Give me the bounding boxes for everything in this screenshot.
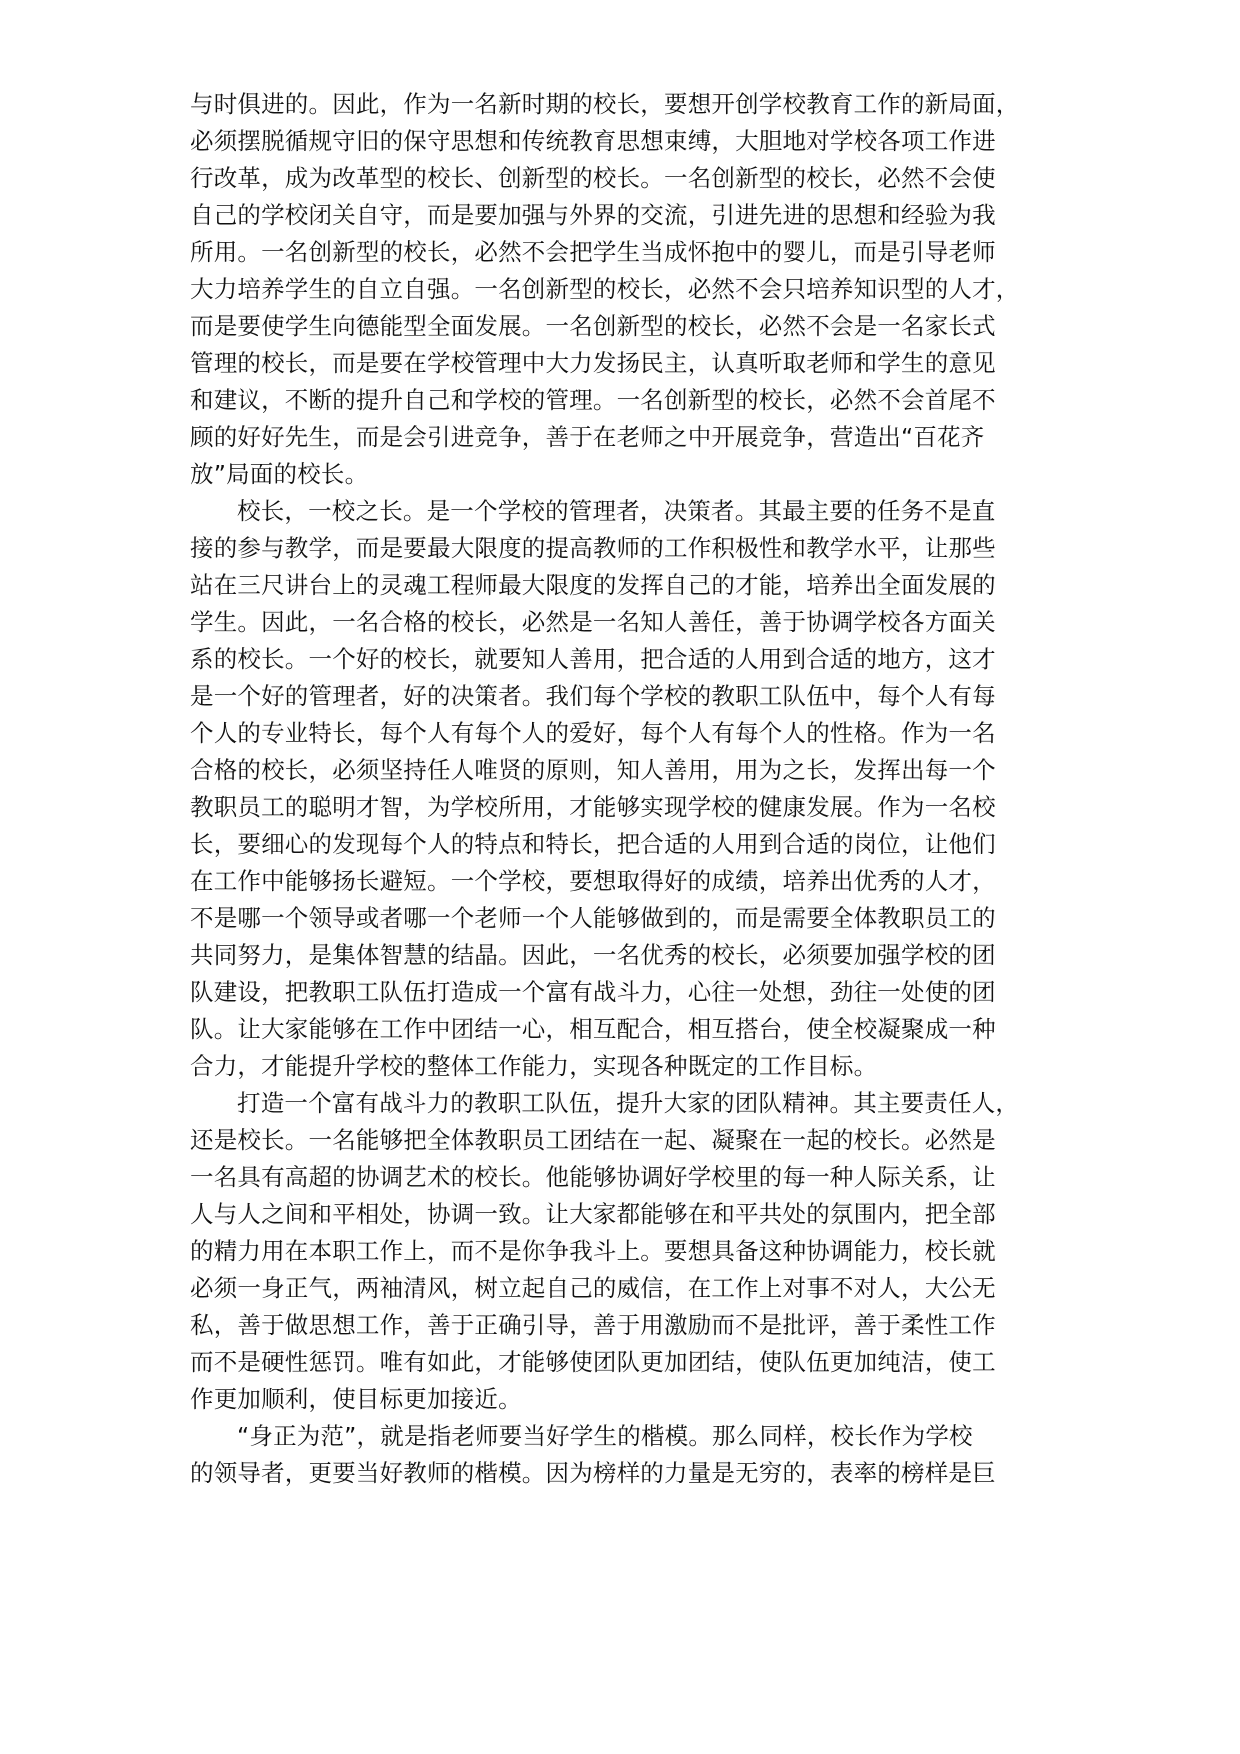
text-line: 队建设，把教职工队伍打造成一个富有战斗力，心往一处想，劲往一处使的团 — [190, 978, 996, 1006]
text-line: 不是哪一个领导或者哪一个老师一个人能够做到的，而是需要全体教职员工的 — [190, 904, 996, 932]
text-line: 个人的专业特长，每个人有每个人的爱好，每个人有每个人的性格。作为一名 — [190, 719, 996, 747]
text-line: 管理的校长，而是要在学校管理中大力发扬民主，认真听取老师和学生的意见 — [190, 349, 996, 377]
text-line: 大力培养学生的自立自强。一名创新型的校长，必然不会只培养知识型的人才， — [190, 275, 1020, 303]
paragraph-1 — [190, 86, 1052, 493]
text-line: 的领导者，更要当好教师的楷模。因为榜样的力量是无穷的，表率的榜样是巨 — [190, 1459, 996, 1487]
text-line: 顾的好好先生，而是会引进竞争，善于在老师之中开展竞争，营造出“百花齐 — [190, 423, 985, 451]
paragraph-4 — [190, 1418, 1052, 1492]
text-line: 学生。因此，一名合格的校长，必然是一名知人善任，善于协调学校各方面关 — [190, 608, 996, 636]
text-line: 队。让大家能够在工作中团结一心，相互配合，相互搭台，使全校凝聚成一种 — [190, 1015, 996, 1043]
text-line: 接的参与教学，而是要最大限度的提高教师的工作积极性和教学水平，让那些 — [190, 534, 996, 562]
text-line: 放”局面的校长。 — [190, 460, 369, 488]
text-line: 站在三尺讲台上的灵魂工程师最大限度的发挥自己的才能，培养出全面发展的 — [190, 571, 996, 599]
text-line: 而是要使学生向德能型全面发展。一名创新型的校长，必然不会是一名家长式 — [190, 312, 996, 340]
text-line: 在工作中能够扬长避短。一个学校，要想取得好的成绩，培养出优秀的人才， — [190, 867, 996, 895]
document-body — [190, 86, 1052, 1492]
text-line: 与时俱进的。因此，作为一名新时期的校长，要想开创学校教育工作的新局面， — [190, 90, 1020, 118]
text-line: 所用。一名创新型的校长，必然不会把学生当成怀抱中的婴儿，而是引导老师 — [190, 238, 996, 266]
text-line: 系的校长。一个好的校长，就要知人善用，把合适的人用到合适的地方，这才 — [190, 645, 996, 673]
paragraph-2 — [190, 493, 1052, 1085]
text-line: 教职员工的聪明才智，为学校所用，才能够实现学校的健康发展。作为一名校 — [190, 793, 996, 821]
text-line: “身正为范”，就是指老师要当好学生的楷模。那么同样，校长作为学校 — [237, 1422, 973, 1450]
text-line: 一名具有高超的协调艺术的校长。他能够协调好学校里的每一种人际关系，让 — [190, 1163, 996, 1191]
text-line: 的精力用在本职工作上，而不是你争我斗上。要想具备这种协调能力，校长就 — [190, 1237, 996, 1265]
text-line: 必须一身正气，两袖清风，树立起自己的威信，在工作上对事不对人，大公无 — [190, 1274, 996, 1302]
text-line: 和建议，不断的提升自己和学校的管理。一名创新型的校长，必然不会首尾不 — [190, 386, 996, 414]
paragraph-3 — [190, 1085, 1052, 1418]
text-line: 必须摆脱循规守旧的保守思想和传统教育思想束缚，大胆地对学校各项工作进 — [190, 127, 996, 155]
text-line: 打造一个富有战斗力的教职工队伍，提升大家的团队精神。其主要责任人， — [237, 1089, 1020, 1117]
text-line: 行改革，成为改革型的校长、创新型的校长。一名创新型的校长，必然不会使 — [190, 164, 996, 192]
text-line: 长，要细心的发现每个人的特点和特长，把合适的人用到合适的岗位，让他们 — [190, 830, 996, 858]
text-line: 作更加顺利，使目标更加接近。 — [190, 1385, 522, 1413]
text-line: 人与人之间和平相处，协调一致。让大家都能够在和平共处的氛围内，把全部 — [190, 1200, 996, 1228]
text-line: 合格的校长，必须坚持任人唯贤的原则，知人善用，用为之长，发挥出每一个 — [190, 756, 996, 784]
text-line: 还是校长。一名能够把全体教职员工团结在一起、凝聚在一起的校长。必然是 — [190, 1126, 996, 1154]
text-line: 是一个好的管理者，好的决策者。我们每个学校的教职工队伍中，每个人有每 — [190, 682, 996, 710]
text-line: 而不是硬性惩罚。唯有如此，才能够使团队更加团结，使队伍更加纯洁，使工 — [190, 1348, 996, 1376]
text-line: 自己的学校闭关自守，而是要加强与外界的交流，引进先进的思想和经验为我 — [190, 201, 996, 229]
text-line: 共同努力，是集体智慧的结晶。因此，一名优秀的校长，必须要加强学校的团 — [190, 941, 996, 969]
text-line: 合力，才能提升学校的整体工作能力，实现各种既定的工作目标。 — [190, 1052, 878, 1080]
text-line: 私，善于做思想工作，善于正确引导，善于用激励而不是批评，善于柔性工作 — [190, 1311, 996, 1339]
text-line: 校长，一校之长。是一个学校的管理者，决策者。其最主要的任务不是直 — [237, 497, 996, 525]
